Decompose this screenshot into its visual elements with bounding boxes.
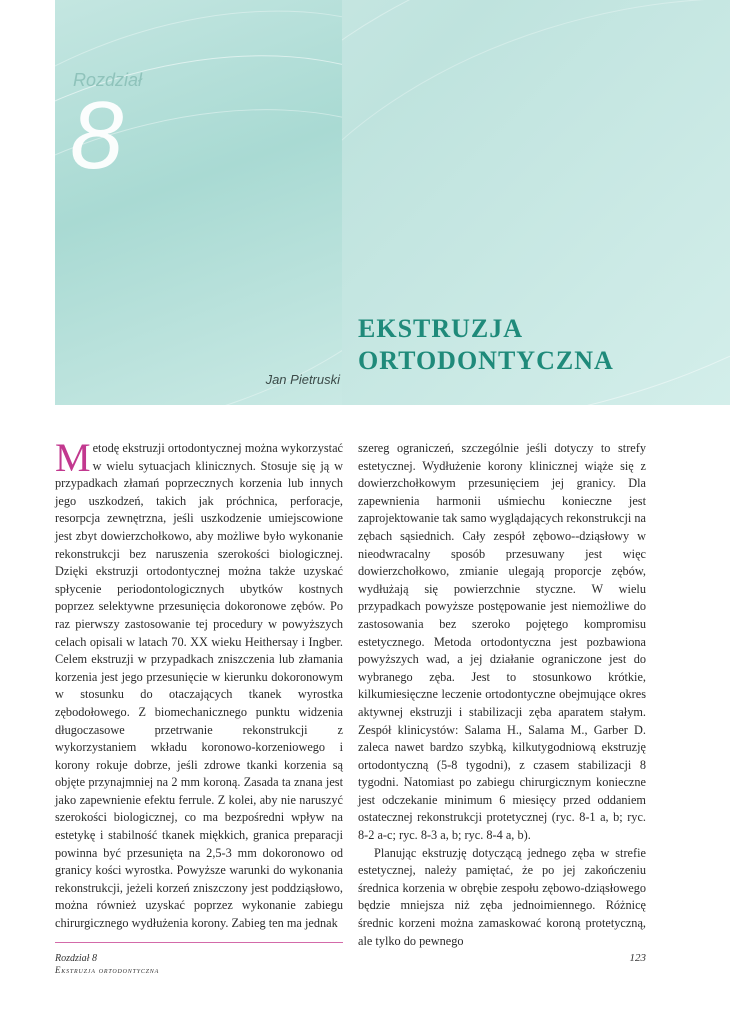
chapter-number: 8 — [70, 82, 124, 189]
chapter-title-line2: ORTODONTYCZNA — [358, 346, 614, 375]
page-number: 123 — [629, 952, 646, 964]
chapter-title — [358, 313, 614, 377]
footer-chapter: Rozdział 8 — [55, 953, 97, 964]
chapter-title-line1: EKSTRUZJA — [358, 314, 524, 343]
paragraph: Planując ekstruzję dotyczącą jednego zęba w strefie estetycznej, należy pamiętać, że po jej zakończeniu średnica korzenia w obrębie zespołu zębowo-dziąsłowego będzie mniejsza niż zęba jednoimiennego. Różnicę średnic korzeni można zamaskować koroną protetyczną, ale tylko do pewnego — [358, 845, 646, 948]
chapter-panel — [55, 0, 342, 405]
paragraph: szereg ograniczeń, szczególnie jeśli dotyczy to strefy estetycznej. Wydłużenie korony klinicznej wiąże się z dowierzchołkowym przesunięciem jej granicy. Dla zapewnienia harmonii uśmiechu konieczne jest zaprojektowanie tak samo wyglądających rekonstrukcji na zębach sąsiednich. Cały zespół zębowo--dziąsłowy w nieodwracalny sposób przesuwany jest więc dowierzchołkowo, zmianie ulegają proporcje zębów, wydłużają się powierzchnie styczne. W wielu przypadkach powyższe postępowanie jest niemożliwe do zastosowania bez szeroko pojętego kompromisu estetycznego. Metoda ortodontyczna jest pozbawiona powyższych wad, a jej działanie ograniczone jest do wybranego zęba. Jest to stosunkowo krótkie, kilkumiesięczne leczenie ortodontyczne obejmujące okres aktywnej ekstruzji i stabilizacji zęba aparatem stałym. Zespół klinicystów: Salama H., Salama M., Garber D. zaleca nawet bardzo szybką, kilkutygodniową ekstruzję ortodontyczną (5-8 tygodni), z czasem stabilizacji 8 tygodni. Natomiast po zabiegu chirurgicznym konieczne jest odczekanie minimum 6 miesięcy przed oddaniem ostatecznej rekonstrukcji protetycznej (ryc. 8-1 a, b; ryc. 8-2 a-c; ryc. 8-3 a, b; ryc. 8-4 a, b). — [358, 441, 646, 843]
author-name: Jan Pietruski — [265, 372, 340, 387]
chapter-label: Rozdział — [73, 70, 143, 90]
footer-divider — [55, 942, 343, 943]
footer-title: Ekstruzja ortodontyczna — [55, 965, 160, 975]
drop-cap: M — [55, 435, 91, 480]
paragraph-text: etodę ekstruzji ortodontycznej można wykorzystać w wielu sytuacjach klinicznych. Stosuje się ją w przypadkach złamań poprzecznych korzenia lub innych jego uszkodzeń, takich jak próchnica, perforacje, resorpcja zewnętrzna, jeśli uszkodzenie umiejscowione jest zbyt dowierzchołkowo, aby możliwe było wykonanie rekonstrukcji bez naruszenia szerokości biologicznej. Dzięki ekstruzji ortodontycznej można także uzyskać spłycenie periodontologicznych ubytków kostnych poprzez selektywne przesunięcia dokoronowe zębów. Po raz pierwszy zastosowanie tej procedury w powyższych celach opisali w latach 70. XX wieku Heithersay i Ingber. Celem ekstruzji w przypadkach zniszczenia lub złamania korzenia jest jego przesunięcie w kierunku dokoronowym w stosunku do otaczających tkanek wyrostka zębodołowego. Z biomechanicznego punktu widzenia długoczasowe przetrwanie rekonstrukcji z wykorzystaniem wkładu koronowo-korzeniowego i korony rokuje dobrze, jeśli zdrowe tkanki korzenia są objęte przynajmniej na 2 mm koroną. Zasada ta znana jest jako zapewnienie efektu ferrule. Z kolei, aby nie naruszyć szerokości biologicznej, co ma bezpośredni wpływ na estetykę i stabilność tkanek miękkich, granica preparacji powinna być przesunięta na 2,5-3 mm dokoronowo od granicy kości wyrostka. Powyższe warunki do wykonania rekonstrukcji, jeżeli korzeń zniszczony jest poddziąsłowo, można również uzyskać poprzez wykonanie zabiegu chirurgicznego wydłużenia korony. Zabieg ten ma jednak — [55, 441, 343, 931]
paragraph — [55, 435, 343, 933]
decorative-swirl — [55, 0, 342, 405]
left-column — [55, 435, 343, 933]
right-column — [358, 440, 646, 950]
